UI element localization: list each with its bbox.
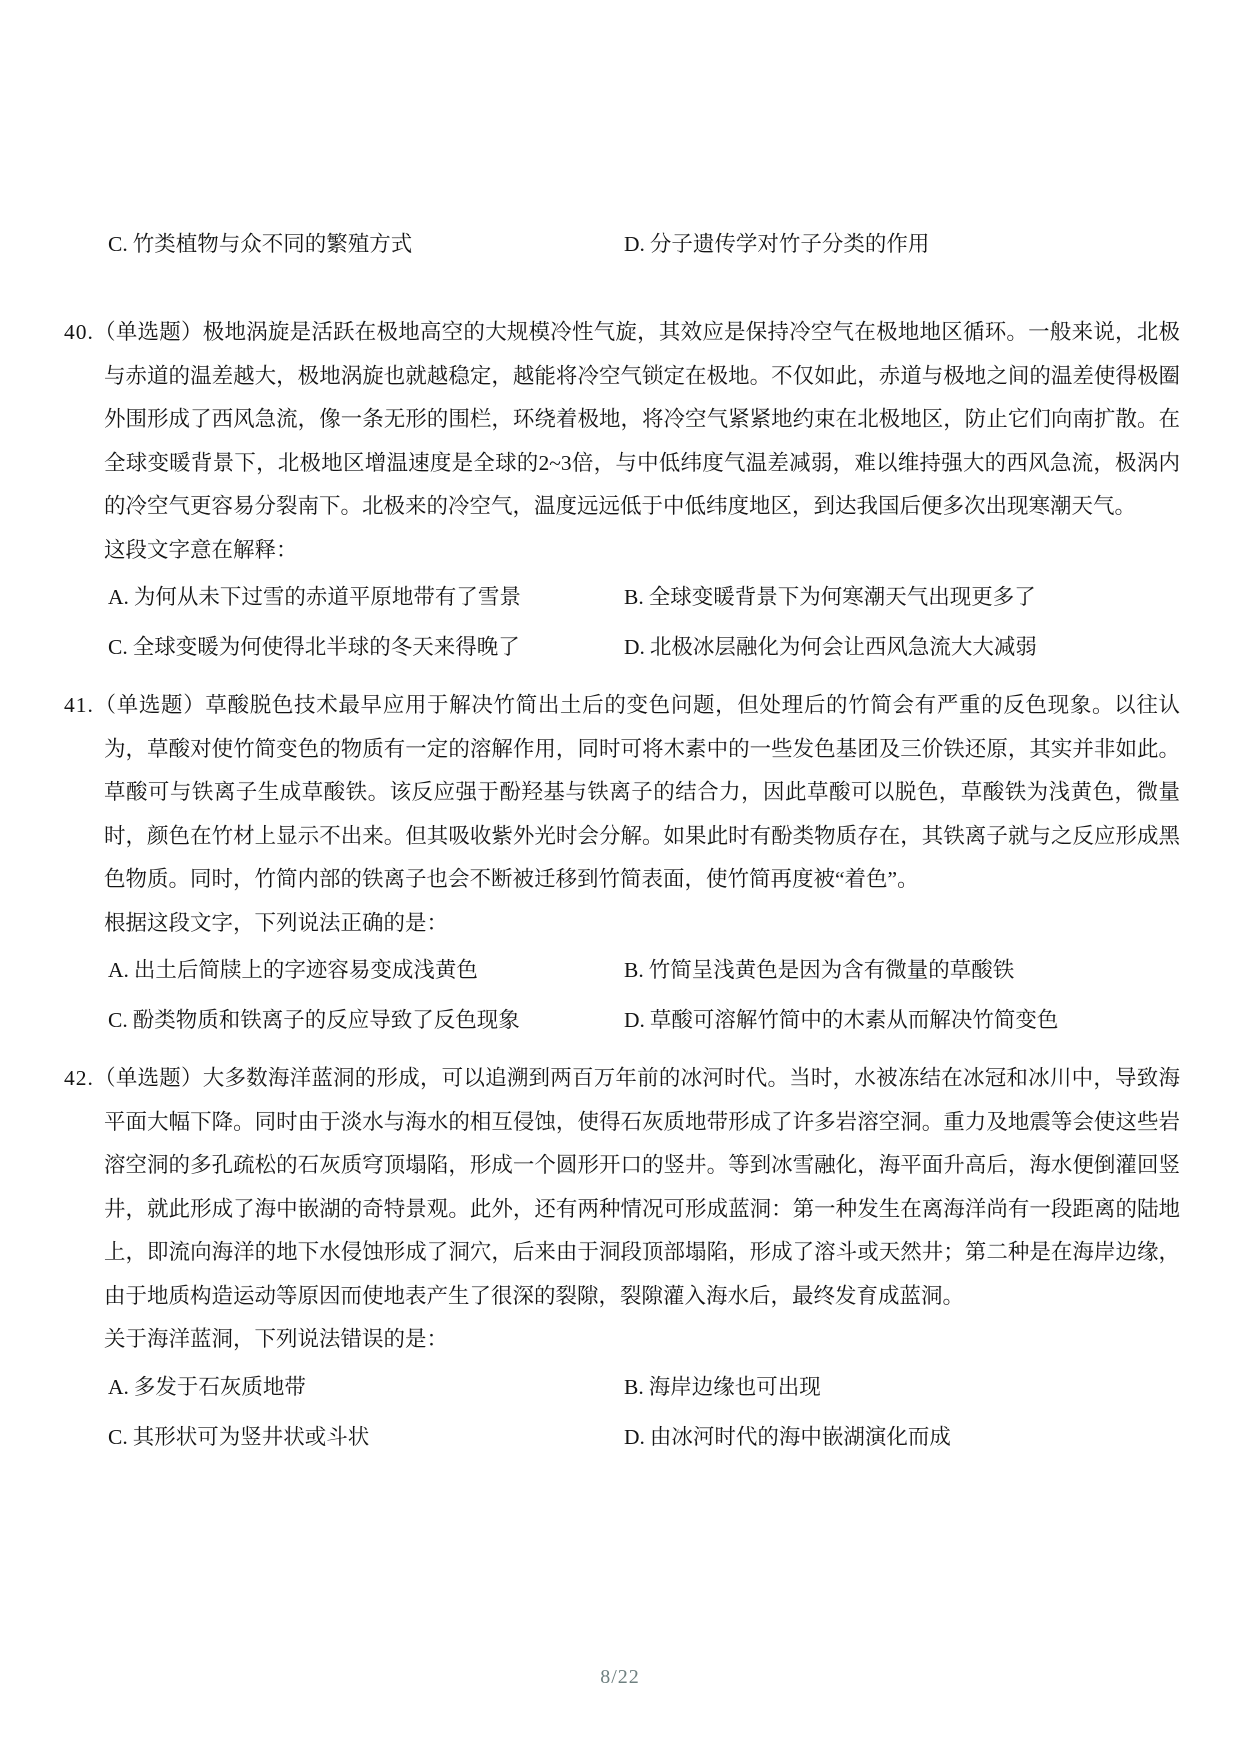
option-label: C. <box>108 1008 128 1032</box>
option-label: D. <box>624 232 645 256</box>
option-label: B. <box>624 958 644 982</box>
question-type-tag: （单选题） <box>93 320 203 344</box>
option-42-a <box>108 1375 624 1400</box>
option-label: B. <box>624 1374 644 1399</box>
question-42 <box>64 1057 1180 1450</box>
option-label: D. <box>624 1008 645 1032</box>
question-body-text: 草酸脱色技术最早应用于解决竹简出土后的变色问题，但处理后的竹简会有严重的反色现象。以往认为，草酸对使竹简变色的物质有一定的溶解作用，同时可将木素中的一些发色基团及三价铁还原，其实并非如此。草酸可与铁离子生成草酸铁。该反应强于酚羟基与铁离子的结合力，因此草酸可以脱色，草酸铁为浅黄色，微量时，颜色在竹材上显示不出来。但其吸收紫外光时会分解。如果此时有酚类物质存在，其铁离子就与之反应形成黑色物质。同时，竹简内部的铁离子也会不断被迁移到竹简表面，使竹简再度被“着色”。 <box>104 693 1180 891</box>
option-text: 北极冰层融化为何会让西风急流大大减弱 <box>649 635 1037 659</box>
question-type-tag: （单选题） <box>93 693 206 717</box>
option-label: D. <box>624 1424 645 1449</box>
question-body-text: 极地涡旋是活跃在极地高空的大规模冷性气旋，其效应是保持冷空气在极地地区循环。一般来说，北极与赤道的温差越大，极地涡旋也就越稳定，越能将冷空气锁定在极地。不仅如此，赤道与极地之间的温差使得极圈外围形成了西风急流，像一条无形的围栏，环绕着极地，将冷空气紧紧地约束在北极地区，防止它们向南扩散。在全球变暖背景下，北极地区增温速度是全球的2~3倍，与中低纬度气温差减弱，难以维持强大的西风急流，极涡内的冷空气更容易分裂南下。北极来的冷空气，温度远远低于中低纬度地区，到达我国后便多次出现寒潮天气。 <box>104 320 1180 518</box>
question-39-options <box>108 232 1180 257</box>
option-42-b <box>624 1375 1180 1400</box>
question-40 <box>64 311 1180 660</box>
question-41-stem: 根据这段文字，下列说法正确的是： <box>104 910 449 935</box>
page-number-indicator: 8/22 <box>600 1666 640 1688</box>
option-text: 竹类植物与众不同的繁殖方式 <box>132 232 413 256</box>
option-42-c <box>108 1425 624 1450</box>
question-40-stem: 这段文字意在解释： <box>104 537 298 562</box>
question-40-options <box>108 585 1180 660</box>
option-40-a <box>108 585 624 610</box>
option-40-b <box>624 585 1180 610</box>
option-39-c <box>108 232 624 257</box>
option-41-b <box>624 958 1180 983</box>
option-label: A. <box>108 958 129 982</box>
option-text: 分子遗传学对竹子分类的作用 <box>649 232 930 256</box>
question-number: 41. <box>64 693 94 717</box>
question-41-options <box>108 958 1180 1033</box>
option-42-d <box>624 1425 1180 1450</box>
option-40-c <box>108 635 624 660</box>
question-42-body <box>64 1057 1180 1318</box>
question-42-options <box>108 1375 1180 1450</box>
option-41-a <box>108 958 624 983</box>
option-label: C. <box>108 232 128 256</box>
option-text: 全球变暖背景下为何寒潮天气出现更多了 <box>648 585 1036 609</box>
question-41 <box>64 684 1180 1033</box>
option-label: A. <box>108 585 129 609</box>
option-text: 草酸可溶解竹简中的木素从而解决竹简变色 <box>649 1008 1059 1032</box>
option-text: 多发于石灰质地带 <box>133 1374 306 1399</box>
question-number: 42. <box>64 1066 94 1090</box>
option-label: C. <box>108 1424 128 1449</box>
option-text: 由冰河时代的海中嵌湖演化而成 <box>649 1424 951 1449</box>
option-41-c <box>108 1008 624 1033</box>
page-content <box>64 232 1180 1450</box>
question-type-tag: （单选题） <box>93 1066 203 1090</box>
option-text: 其形状可为竖井状或斗状 <box>132 1424 370 1449</box>
option-text: 酚类物质和铁离子的反应导致了反色现象 <box>132 1008 520 1032</box>
option-39-d <box>624 232 1180 257</box>
option-text: 海岸边缘也可出现 <box>648 1374 821 1399</box>
option-label: A. <box>108 1374 129 1399</box>
option-text: 为何从未下过雪的赤道平原地带有了雪景 <box>133 585 521 609</box>
question-42-stem: 关于海洋蓝洞，下列说法错误的是： <box>104 1327 449 1351</box>
option-text: 出土后简牍上的字迹容易变成浅黄色 <box>133 958 478 982</box>
question-number: 40. <box>64 320 94 344</box>
question-body-text: 大多数海洋蓝洞的形成，可以追溯到两百万年前的冰河时代。当时，水被冻结在冰冠和冰川中，导致海平面大幅下降。同时由于淡水与海水的相互侵蚀，使得石灰质地带形成了许多岩溶空洞。重力及地震等会使这些岩溶空洞的多孔疏松的石灰质穹顶塌陷，形成一个圆形开口的竖井。等到冰雪融化，海平面升高后，海水便倒灌回竖井，就此形成了海中嵌湖的奇特景观。此外，还有两种情况可形成蓝洞：第一种发生在离海洋尚有一段距离的陆地上，即流向海洋的地下水侵蚀形成了洞穴，后来由于洞段顶部塌陷，形成了溶斗或天然井；第二种是在海岸边缘，由于地质构造运动等原因而使地表产生了很深的裂隙，裂隙灌入海水后，最终发育成蓝洞。 <box>104 1066 1180 1308</box>
option-label: D. <box>624 635 645 659</box>
option-label: C. <box>108 635 128 659</box>
option-text: 竹简呈浅黄色是因为含有微量的草酸铁 <box>648 958 1015 982</box>
option-label: B. <box>624 585 644 609</box>
option-40-d <box>624 635 1180 660</box>
question-41-body <box>64 684 1180 902</box>
question-40-body <box>64 311 1180 529</box>
option-41-d <box>624 1008 1180 1033</box>
option-text: 全球变暖为何使得北半球的冬天来得晚了 <box>132 635 520 659</box>
